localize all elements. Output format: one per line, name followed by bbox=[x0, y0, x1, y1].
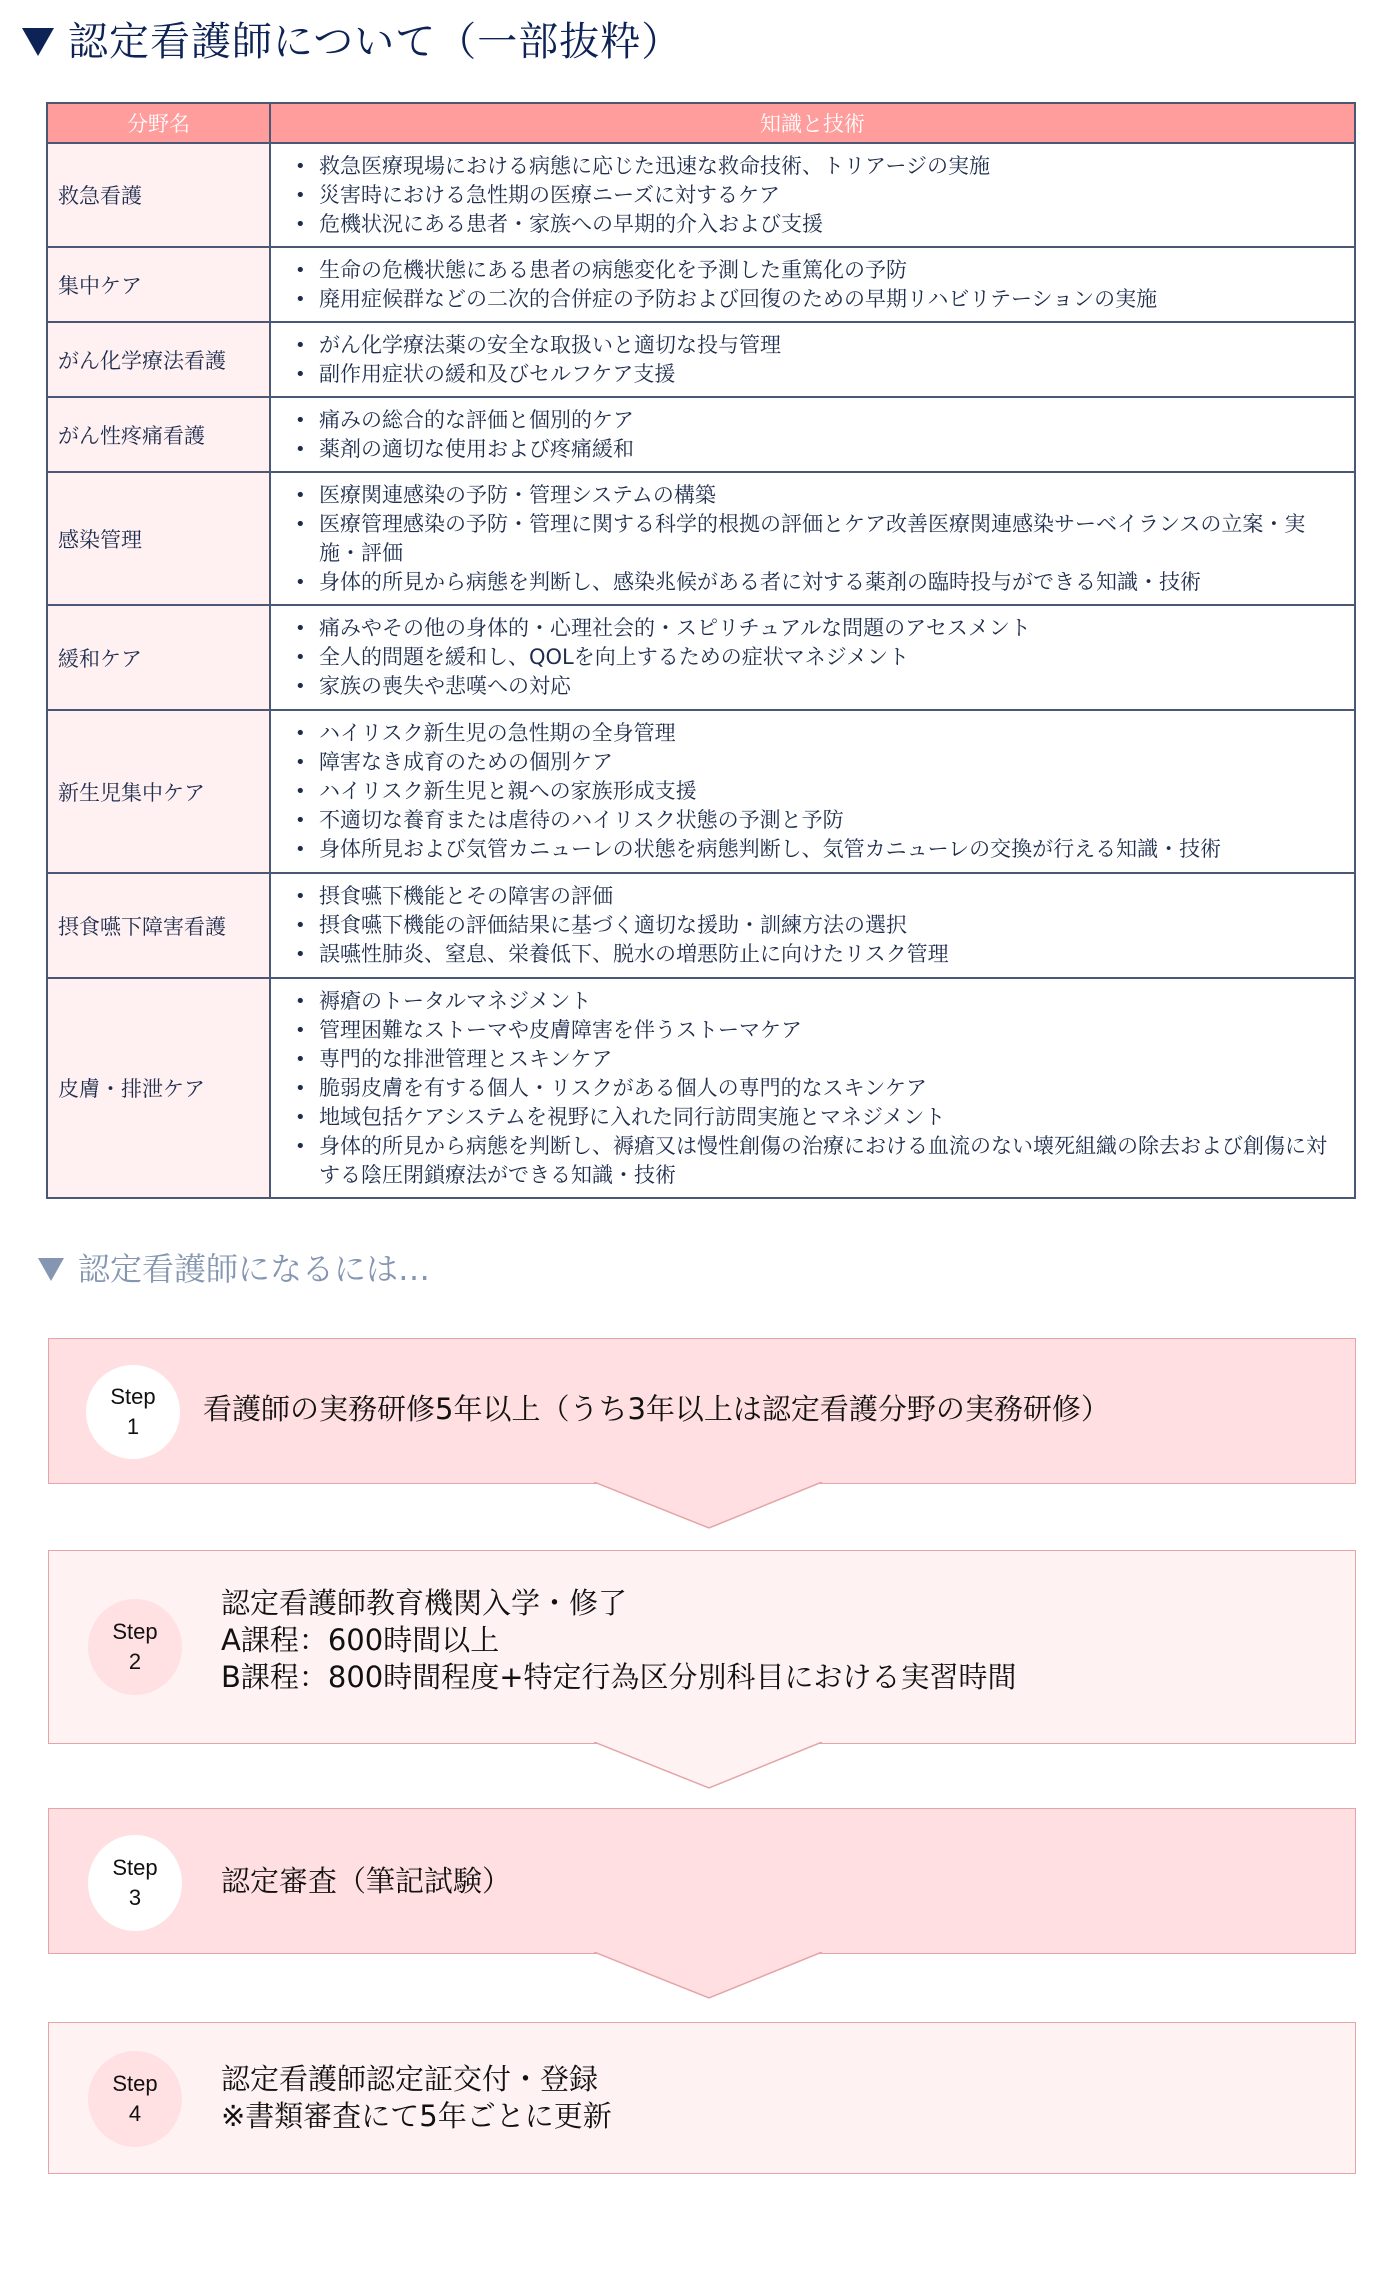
arrow-down-icon bbox=[594, 1742, 824, 1790]
list-item: • 摂食嚥下機能とその障害の評価 bbox=[319, 882, 1344, 911]
list-item: • 救急医療現場における病態に応じた迅速な救命技術、トリアージの実施 bbox=[319, 152, 1344, 181]
step-label: Step bbox=[112, 1619, 158, 1644]
step-1-box bbox=[48, 1338, 1356, 1484]
arrow-down-icon bbox=[594, 1482, 824, 1530]
items-cell bbox=[270, 472, 1355, 605]
table-row bbox=[47, 978, 1355, 1198]
list-item: • 医療管理感染の予防・管理に関する科学的根拠の評価とケア改善医療関連感染サーベイランスの立案・実施・評価 bbox=[319, 510, 1344, 568]
items-cell bbox=[270, 247, 1355, 322]
list-item: • 身体所見および気管カニューレの状態を病態判断し、気管カニューレの交換が行える知識・技術 bbox=[319, 835, 1344, 864]
step-line: B課程：800時間程度+特定行為区分別科目における実習時間 bbox=[221, 1660, 1017, 1694]
step-4-badge bbox=[88, 2051, 182, 2147]
header-field-name: 分野名 bbox=[47, 103, 270, 143]
list-item: • 生命の危機状態にある患者の病態変化を予測した重篤化の予防 bbox=[319, 256, 1344, 285]
list-item: • 全人的問題を緩和し、QOLを向上するための症状マネジメント bbox=[319, 643, 1344, 672]
list-item: • 身体的所見から病態を判断し、褥瘡又は慢性創傷の治療における血流のない壊死組織の除去および創傷に対する陰圧閉鎖療法ができる知識・技術 bbox=[319, 1132, 1344, 1190]
step-number: 2 bbox=[128, 1649, 142, 1674]
step-line: ※書類審査にて5年ごとに更新 bbox=[221, 2099, 612, 2133]
section-title-certified-nurse bbox=[22, 14, 682, 70]
step-line: 認定看護師教育機関入学・修了 bbox=[221, 1586, 628, 1620]
list-item: • 褥瘡のトータルマネジメント bbox=[319, 987, 1344, 1016]
section-title-text: 認定看護師について（一部抜粋） bbox=[68, 19, 683, 65]
step-3-box bbox=[48, 1808, 1356, 1954]
field-name-cell: 感染管理 bbox=[47, 472, 270, 605]
list-item: • 家族の喪失や悲嘆への対応 bbox=[319, 672, 1344, 701]
items-cell bbox=[270, 873, 1355, 978]
items-cell bbox=[270, 397, 1355, 472]
step-number: 4 bbox=[128, 2101, 142, 2126]
items-cell bbox=[270, 322, 1355, 397]
list-item: • 管理困難なストーマや皮膚障害を伴うストーマケア bbox=[319, 1016, 1344, 1045]
table-row bbox=[47, 605, 1355, 710]
field-name-cell: がん性疼痛看護 bbox=[47, 397, 270, 472]
step-number: 1 bbox=[126, 1414, 140, 1439]
list-item: • がん化学療法薬の安全な取扱いと適切な投与管理 bbox=[319, 331, 1344, 360]
step-label: Step bbox=[112, 1855, 158, 1880]
list-item: • 摂食嚥下機能の評価結果に基づく適切な援助・訓練方法の選択 bbox=[319, 911, 1344, 940]
triangle-down-icon bbox=[22, 28, 54, 56]
section-title-text: 認定看護師になるには… bbox=[78, 1250, 431, 1288]
list-item: • 誤嚥性肺炎、窒息、栄養低下、脱水の増悪防止に向けたリスク管理 bbox=[319, 940, 1344, 969]
field-name-cell: がん化学療法看護 bbox=[47, 322, 270, 397]
list-item: • 危機状況にある患者・家族への早期的介入および支援 bbox=[319, 210, 1344, 239]
step-line: 看護師の実務研修5年以上（うち3年以上は認定看護分野の実務研修） bbox=[203, 1392, 1110, 1426]
step-3-text bbox=[221, 1863, 511, 1900]
step-label: Step bbox=[110, 1384, 156, 1409]
list-item: • 廃用症候群などの二次的合併症の予防および回復のための早期リハビリテーションの実施 bbox=[319, 285, 1344, 314]
list-item: • 不適切な養育または虐待のハイリスク状態の予測と予防 bbox=[319, 806, 1344, 835]
list-item: • 災害時における急性期の医療ニーズに対するケア bbox=[319, 181, 1344, 210]
step-1-badge bbox=[86, 1365, 180, 1459]
list-item: • 痛みの総合的な評価と個別的ケア bbox=[319, 406, 1344, 435]
field-name-cell: 新生児集中ケア bbox=[47, 710, 270, 873]
list-item: • 障害なき成育のための個別ケア bbox=[319, 748, 1344, 777]
step-2-badge bbox=[88, 1599, 182, 1695]
field-name-cell: 摂食嚥下障害看護 bbox=[47, 873, 270, 978]
field-name-cell: 緩和ケア bbox=[47, 605, 270, 710]
table-row bbox=[47, 322, 1355, 397]
field-name-cell: 集中ケア bbox=[47, 247, 270, 322]
triangle-down-icon bbox=[38, 1258, 64, 1281]
section-title-how-to-become bbox=[38, 1245, 430, 1293]
list-item: • 薬剤の適切な使用および疼痛緩和 bbox=[319, 435, 1344, 464]
table-row bbox=[47, 710, 1355, 873]
step-4-box bbox=[48, 2022, 1356, 2174]
list-item: • 専門的な排泄管理とスキンケア bbox=[319, 1045, 1344, 1074]
fields-table bbox=[46, 102, 1356, 1199]
arrow-down-icon bbox=[594, 1952, 824, 2000]
field-name-cell: 救急看護 bbox=[47, 143, 270, 247]
table-row bbox=[47, 873, 1355, 978]
list-item: • 副作用症状の緩和及びセルフケア支援 bbox=[319, 360, 1344, 389]
list-item: • 地域包括ケアシステムを視野に入れた同行訪問実施とマネジメント bbox=[319, 1103, 1344, 1132]
field-name-cell: 皮膚・排泄ケア bbox=[47, 978, 270, 1198]
step-line: 認定審査（筆記試験） bbox=[221, 1864, 512, 1898]
header-knowledge-skills: 知識と技術 bbox=[270, 103, 1355, 143]
step-2-text bbox=[221, 1585, 1017, 1696]
table-row bbox=[47, 472, 1355, 605]
step-line: A課程：600時間以上 bbox=[221, 1623, 500, 1657]
list-item: • 身体的所見から病態を判断し、感染兆候がある者に対する薬剤の臨時投与ができる知識・技術 bbox=[319, 568, 1344, 597]
table-header-row bbox=[47, 103, 1355, 143]
step-1-text bbox=[203, 1391, 1110, 1428]
table-row bbox=[47, 143, 1355, 247]
items-cell bbox=[270, 978, 1355, 1198]
list-item: • 痛みやその他の身体的・心理社会的・スピリチュアルな問題のアセスメント bbox=[319, 614, 1344, 643]
items-cell bbox=[270, 143, 1355, 247]
list-item: • 脆弱皮膚を有する個人・リスクがある個人の専門的なスキンケア bbox=[319, 1074, 1344, 1103]
items-cell bbox=[270, 710, 1355, 873]
items-cell bbox=[270, 605, 1355, 710]
step-4-text bbox=[221, 2061, 612, 2135]
step-line: 認定看護師認定証交付・登録 bbox=[221, 2062, 599, 2096]
list-item: • 医療関連感染の予防・管理システムの構築 bbox=[319, 481, 1344, 510]
list-item: • ハイリスク新生児と親への家族形成支援 bbox=[319, 777, 1344, 806]
step-number: 3 bbox=[128, 1885, 142, 1910]
table-row bbox=[47, 397, 1355, 472]
step-2-box bbox=[48, 1550, 1356, 1744]
table-row bbox=[47, 247, 1355, 322]
list-item: • ハイリスク新生児の急性期の全身管理 bbox=[319, 719, 1344, 748]
step-3-badge bbox=[88, 1835, 182, 1931]
step-label: Step bbox=[112, 2071, 158, 2096]
